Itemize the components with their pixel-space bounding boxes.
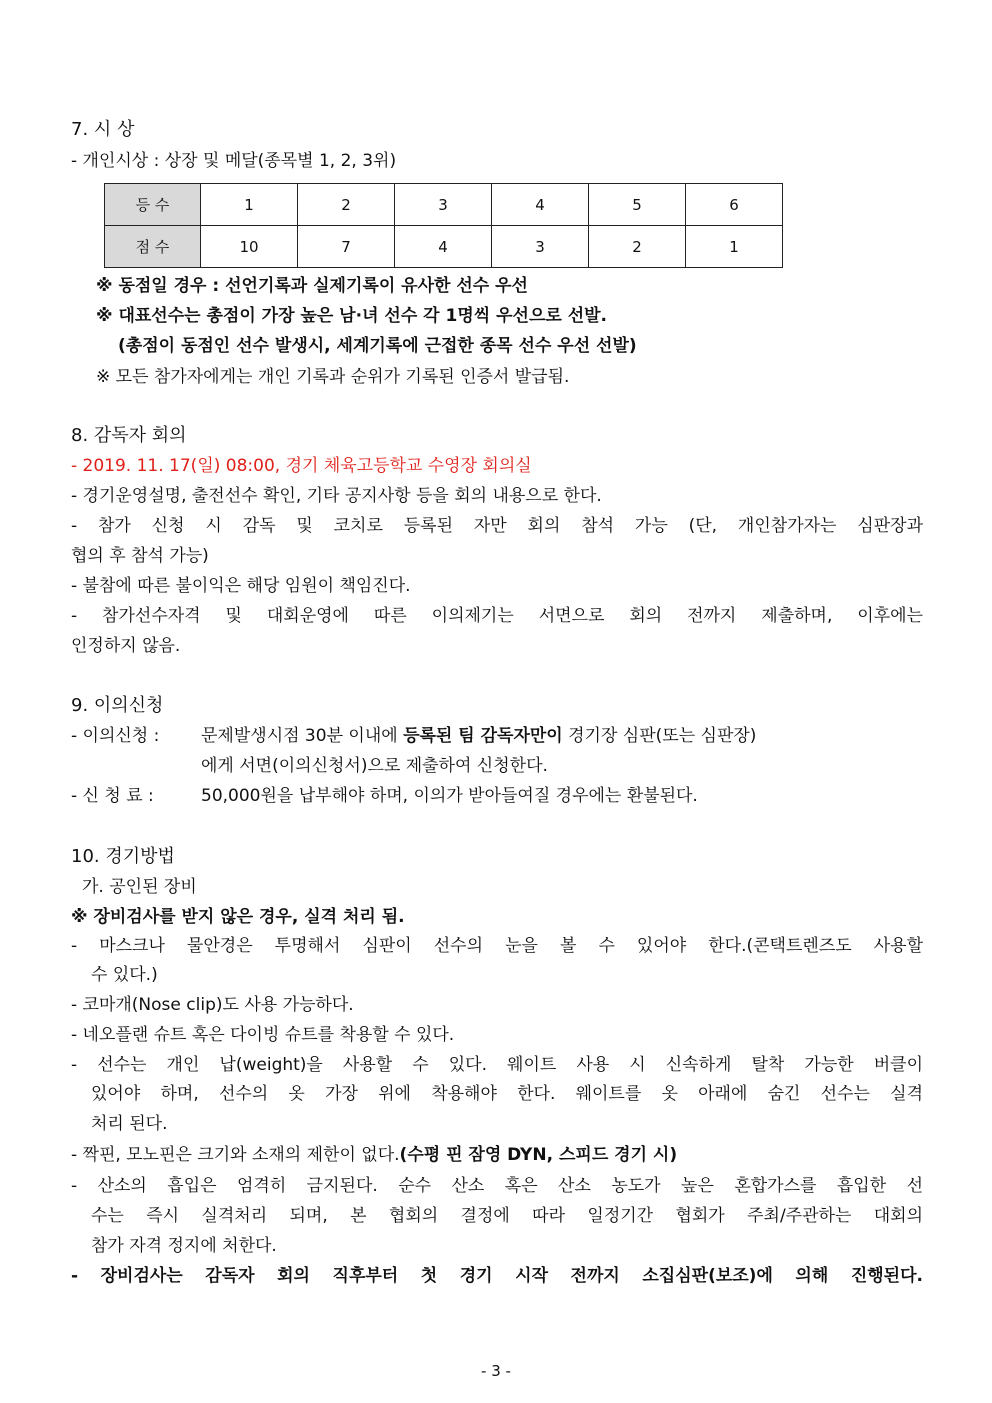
subsection-title: 가. 공인된 장비	[82, 877, 197, 897]
rank-cell: 5	[589, 184, 686, 226]
absence-line: - 불참에 따른 불이익은 해당 임원이 책임진다.	[71, 576, 411, 596]
page-number: - 3 -	[481, 1362, 511, 1380]
mask-line-cont: 수 있다.)	[91, 965, 158, 985]
rank-cell: 4	[492, 184, 589, 226]
nose-clip-line: - 코마개(Nose clip)도 사용 가능하다.	[71, 995, 354, 1015]
score-cell: 4	[395, 226, 492, 268]
fee-label: - 신 청 료 :	[71, 786, 154, 806]
fee-text: 50,000원을 납부해야 하며, 이의가 받아들여질 경우에는 환불된다.	[201, 786, 698, 806]
meeting-date-line: - 2019. 11. 17(일) 08:00, 경기 체육고등학교 수영장 회의실	[71, 456, 532, 476]
inspection-timing-line: - 장비검사는 감독자 회의 직후부터 첫 경기 시작 전까지 소집심판(보조)에 의해 진행된다.	[71, 1266, 923, 1286]
section-8-title: 8. 감독자 회의	[71, 425, 187, 446]
representative-note-detail: (총점이 동점인 선수 발생시, 세계기록에 근접한 종목 선수 우선 선발)	[118, 336, 637, 356]
score-cell: 2	[589, 226, 686, 268]
meeting-content-line: - 경기운영설명, 출전선수 확인, 기타 공지사항 등을 회의 내용으로 한다.	[71, 486, 602, 506]
table-row	[105, 184, 783, 226]
inspection-warning: ※ 장비검사를 받지 않은 경우, 실격 처리 됨.	[71, 907, 405, 927]
protest-line-cont: 에게 서면(이의신청서)으로 제출하여 신청한다.	[201, 756, 548, 776]
section-7-title: 7. 시 상	[71, 119, 135, 140]
score-cell: 1	[686, 226, 783, 268]
score-cell: 7	[298, 226, 395, 268]
oxygen-line: - 산소의 흡입은 엄격히 금지된다. 순수 산소 혹은 산소 농도가 높은 혼합가스를 흡입한 선	[71, 1176, 923, 1196]
fin-text: - 짝핀, 모노핀은 크기와 소재의 제한이 없다.	[71, 1145, 400, 1165]
weight-line: - 선수는 개인 납(weight)을 사용할 수 있다. 웨이트 사용 시 신속하게 탈착 가능한 버클이	[71, 1055, 923, 1075]
section-10-title: 10. 경기방법	[71, 846, 175, 867]
rank-cell: 3	[395, 184, 492, 226]
table-row	[105, 226, 783, 268]
protest-text-bold: 등록된 팀 감독자만이	[403, 726, 563, 746]
objection-line: - 참가선수자격 및 대회운영에 따른 이의제기는 서면으로 회의 전까지 제출하며, 이후에는	[71, 606, 923, 626]
weight-line-cont: 있어야 하며, 선수의 옷 가장 위에 착용해야 한다. 웨이트를 옷 아래에 숨긴 선수는 실격	[91, 1084, 923, 1104]
rank-header: 등 수	[105, 184, 201, 226]
rank-cell: 1	[201, 184, 298, 226]
protest-text-pre: 문제발생시점 30분 이내에	[201, 726, 398, 746]
rank-cell: 6	[686, 184, 783, 226]
suit-line: - 네오플랜 슈트 혹은 다이빙 슈트를 착용할 수 있다.	[71, 1025, 455, 1045]
protest-text-post: 경기장 심판(또는 심판장)	[568, 726, 757, 746]
fee-line	[71, 785, 923, 807]
certificate-note: ※ 모든 참가자에게는 개인 기록과 순위가 기록된 인증서 발급됨.	[96, 367, 570, 387]
mask-line: - 마스크나 물안경은 투명해서 심판이 선수의 눈을 볼 수 있어야 한다.(콘택트렌즈도 사용할	[71, 936, 923, 956]
section-9-title: 9. 이의신청	[71, 695, 164, 716]
score-cell: 10	[201, 226, 298, 268]
meeting-attendance-line: - 참가 신청 시 감독 및 코치로 등록된 자만 회의 참석 가능 (단, 개인참가자는 심판장과	[71, 516, 923, 536]
score-cell: 3	[492, 226, 589, 268]
score-header: 점 수	[105, 226, 201, 268]
tie-note: ※ 동점일 경우 : 선언기록과 실제기록이 유사한 선수 우선	[96, 276, 528, 296]
meeting-attendance-line-cont: 협의 후 참석 가능)	[71, 546, 209, 566]
award-line: - 개인시상 : 상장 및 메달(종목별 1, 2, 3위)	[71, 151, 397, 171]
rank-cell: 2	[298, 184, 395, 226]
fin-line	[71, 1144, 923, 1166]
oxygen-line-end: 참가 자격 정지에 처한다.	[91, 1236, 277, 1256]
representative-note: ※ 대표선수는 총점이 가장 높은 남·녀 선수 각 1명씩 우선으로 선발.	[96, 306, 608, 326]
protest-label: - 이의신청 :	[71, 726, 160, 746]
objection-line-cont: 인정하지 않음.	[71, 636, 181, 656]
weight-line-end: 처리 된다.	[91, 1114, 168, 1134]
score-table	[104, 183, 783, 268]
fin-text-bold: (수평 핀 잠영 DYN, 스피드 경기 시)	[399, 1145, 678, 1165]
protest-line	[71, 725, 923, 747]
oxygen-line-cont: 수는 즉시 실격처리 되며, 본 협회의 결정에 따라 일정기간 협회가 주최/주관하는 대회의	[91, 1206, 923, 1226]
